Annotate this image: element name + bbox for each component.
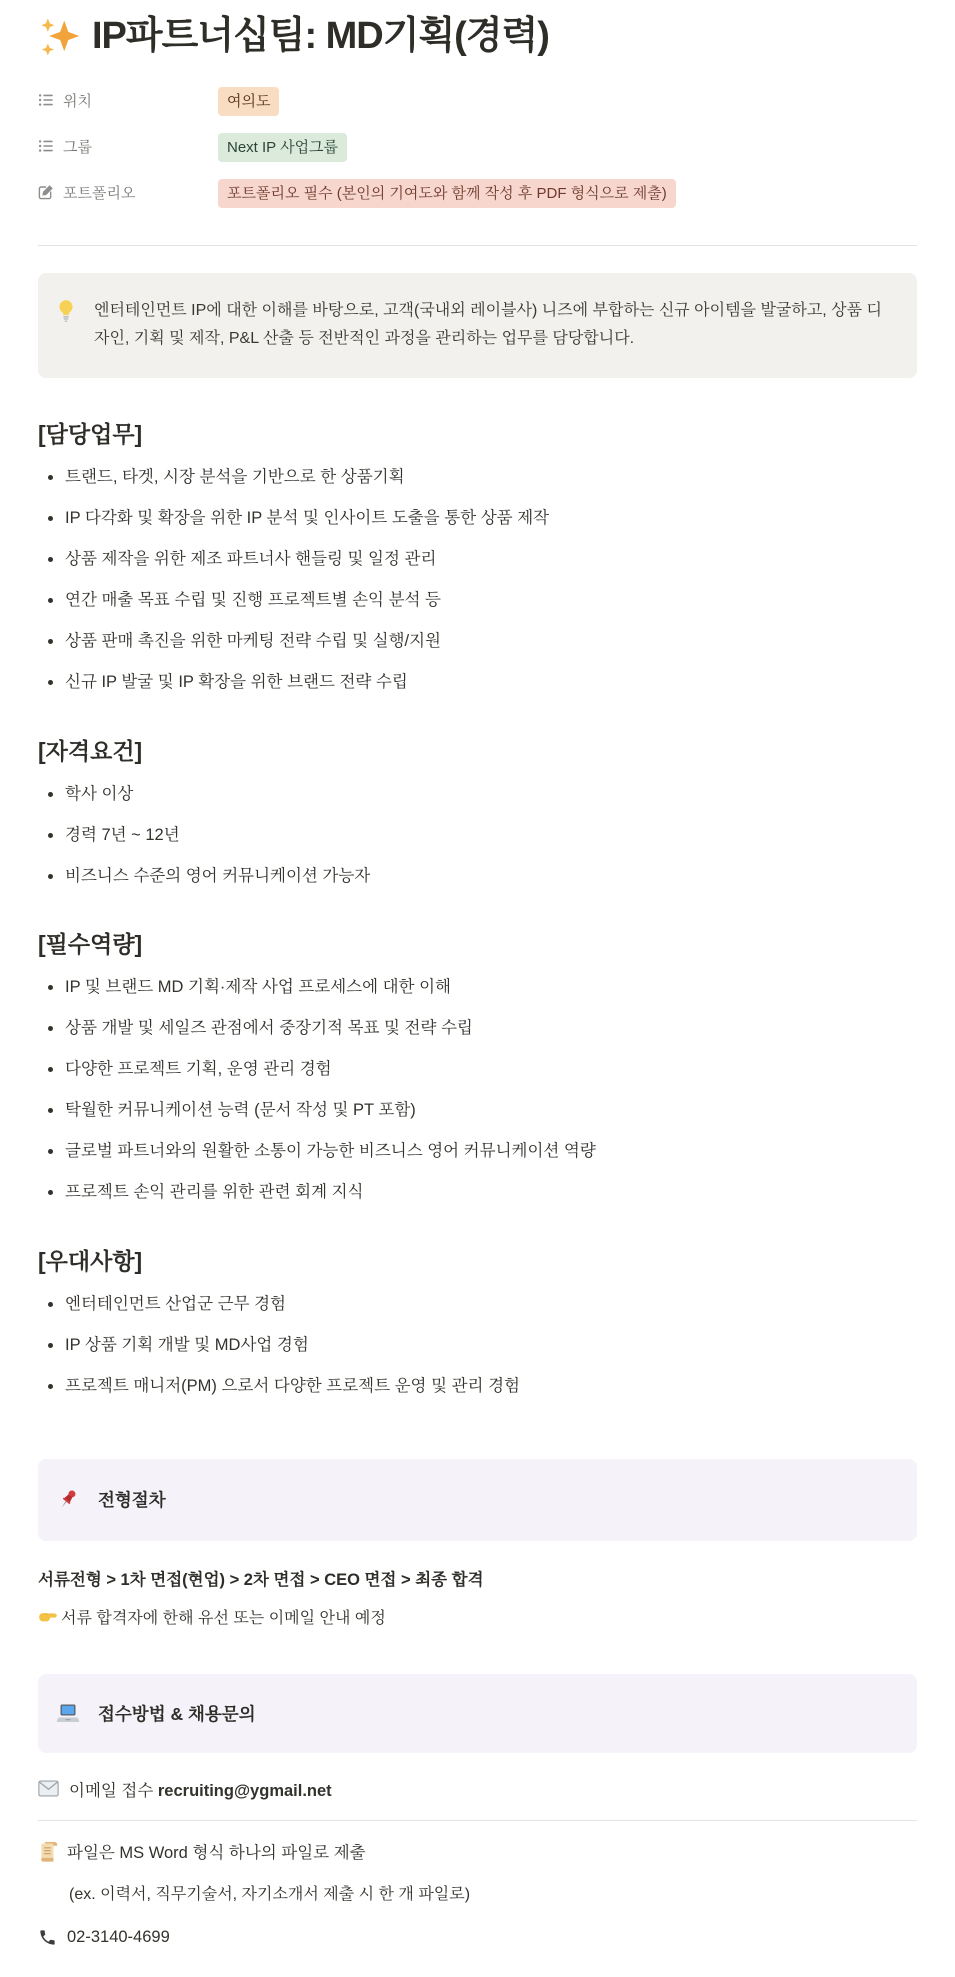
- list-item: 상품 판매 촉진을 위한 마케팅 전략 수립 및 실행/지원: [65, 630, 917, 654]
- file-note-text: 파일은 MS Word 형식 하나의 파일로 제출: [67, 1843, 366, 1862]
- laptop-icon: [56, 1701, 80, 1725]
- section-heading-preferred: [우대사항]: [38, 1248, 143, 1275]
- process-callout: [38, 1459, 917, 1541]
- phone-icon: [38, 1928, 57, 1947]
- property-label-text: 그룹: [63, 138, 92, 156]
- section-heading-required-skills: [필수역량]: [38, 931, 143, 958]
- preferred-list: [38, 1293, 917, 1399]
- property-label-portfolio: [38, 179, 218, 203]
- property-label-group: [38, 133, 218, 157]
- property-row-portfolio[interactable]: [38, 172, 917, 218]
- pushpin-icon: [56, 1486, 80, 1514]
- lightbulb-icon: [56, 297, 76, 323]
- required-skills-list: [38, 976, 917, 1205]
- process-steps: 서류전형 > 1차 면접(현업) > 2차 면접 > CEO 면접 > 최종 합격: [38, 1570, 484, 1589]
- phone-row: [38, 1928, 917, 1947]
- list-item: 학사 이상: [65, 783, 917, 807]
- list-item: 상품 제작을 위한 제조 파트너사 핸들링 및 일정 관리: [65, 548, 917, 572]
- list-item: 글로벌 파트너와의 원활한 소통이 가능한 비즈니스 영어 커뮤니케이션 역량: [65, 1140, 917, 1164]
- section-heading-qualifications: [자격요건]: [38, 737, 143, 764]
- list-item: IP 및 브랜드 MD 기획·제작 사업 프로세스에 대한 이해: [65, 976, 917, 1000]
- property-label-location: [38, 87, 218, 111]
- scroll-icon: [38, 1841, 58, 1863]
- process-notice-text: 서류 합격자에 한해 유선 또는 이메일 안내 예정: [61, 1609, 386, 1627]
- list-item: 다양한 프로젝트 기획, 운영 관리 경험: [65, 1058, 917, 1082]
- list-item: IP 다각화 및 확장을 위한 IP 분석 및 인사이트 도출을 통한 상품 제작: [65, 507, 917, 531]
- group-badge[interactable]: Next IP 사업그룹: [218, 133, 347, 162]
- list-item: 비즈니스 수준의 영어 커뮤니케이션 가능자: [65, 865, 917, 889]
- list-item: 신규 IP 발굴 및 IP 확장을 위한 브랜드 전략 수립: [65, 671, 917, 695]
- list-item: 트랜드, 타겟, 시장 분석을 기반으로 한 상품기획: [65, 466, 917, 490]
- email-address: recruiting@ygmail.net: [157, 1781, 332, 1800]
- list-item: 경력 7년 ~ 12년: [65, 824, 917, 848]
- list-item: 엔터테인먼트 산업군 근무 경험: [65, 1293, 917, 1317]
- list-item: 프로젝트 매니저(PM) 으로서 다양한 프로젝트 운영 및 관리 경험: [65, 1375, 917, 1399]
- email-label: 이메일 접수: [69, 1781, 154, 1800]
- page-title: IP파트너십팀: MD기획(경력): [92, 15, 549, 57]
- envelope-icon: [38, 1780, 59, 1797]
- intro-callout-text: 엔터테인먼트 IP에 대한 이해를 바탕으로, 고객(국내외 레이블사) 니즈에 부합하는 신규 아이템을 발굴하고, 상품 디자인, 기획 및 제작, P&L 산출 등 전반적인 과정을 관리하는 업무를 담당합니다.: [94, 301, 882, 348]
- duties-list: [38, 466, 917, 695]
- property-row-group[interactable]: [38, 126, 917, 172]
- page-title-row: [38, 14, 917, 60]
- process-notice-row: [38, 1605, 917, 1628]
- file-note-sub: (ex. 이력서, 직무기술서, 자기소개서 제출 시 한 개 파일로): [69, 1885, 471, 1903]
- email-text: [69, 1777, 332, 1801]
- file-note-row: [38, 1841, 917, 1866]
- divider: [38, 1820, 917, 1821]
- edit-icon: [38, 184, 54, 200]
- property-label-text: 포트폴리오: [63, 184, 136, 202]
- divider: [38, 245, 917, 246]
- sparkles-icon: [38, 16, 80, 58]
- list-item: 프로젝트 손익 관리를 위한 관련 회계 지식: [65, 1181, 917, 1205]
- pointing-right-icon: [38, 1606, 58, 1626]
- qualifications-list: [38, 783, 917, 889]
- apply-callout-title: 접수방법 & 채용문의: [98, 1703, 256, 1724]
- email-row: [38, 1777, 917, 1801]
- apply-callout: [38, 1674, 917, 1753]
- property-label-text: 위치: [63, 92, 92, 110]
- bulleted-list-icon: [38, 92, 54, 108]
- property-row-location[interactable]: [38, 80, 917, 126]
- list-item: IP 상품 기획 개발 및 MD사업 경험: [65, 1334, 917, 1358]
- portfolio-badge[interactable]: 포트폴리오 필수 (본인의 기여도와 함께 작성 후 PDF 형식으로 제출): [218, 179, 676, 208]
- process-callout-title: 전형절차: [98, 1490, 166, 1511]
- list-item: 탁월한 커뮤니케이션 능력 (문서 작성 및 PT 포함): [65, 1099, 917, 1123]
- section-heading-duties: [담당업무]: [38, 421, 143, 448]
- property-table: [38, 80, 917, 218]
- phone-number: 02-3140-4699: [67, 1927, 170, 1946]
- list-item: 상품 개발 및 세일즈 관점에서 중장기적 목표 및 전략 수립: [65, 1017, 917, 1041]
- bulleted-list-icon: [38, 138, 54, 154]
- location-badge[interactable]: 여의도: [218, 87, 279, 116]
- intro-callout: [38, 273, 917, 379]
- list-item: 연간 매출 목표 수립 및 진행 프로젝트별 손익 분석 등: [65, 589, 917, 613]
